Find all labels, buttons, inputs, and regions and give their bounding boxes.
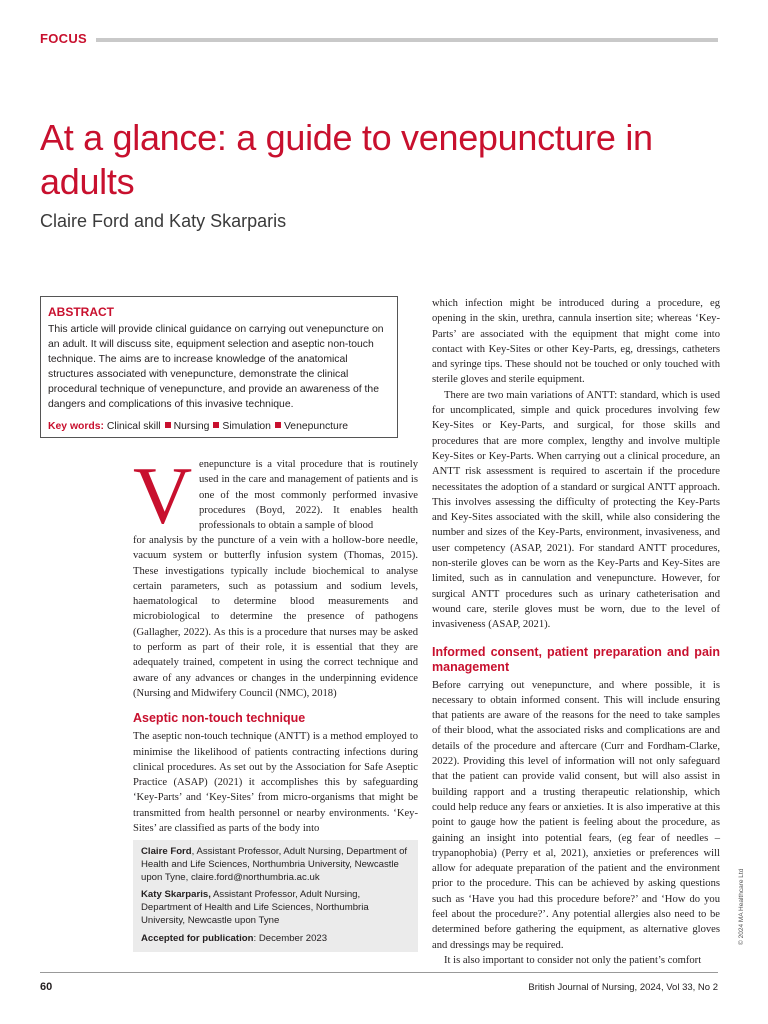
right-paragraph-3: Before carrying out venepuncture, and where possible, it is necessary to obtain informed consent. This will include ensuring that patients are aware of the reasons for the need to take samples of their blood, what the associated risks and complications are and details of the procedure and aftercare (Curr and Fordham-Clarke, 2022). Providing this level of information will not only safeguard that the patient can provide valid consent, but will also assist in building rapport and a trusting therapeutic relationship, which could help reduce any fears or anxieties. It is also imperative at this point to gauge how the patient is feeling about the procedure, as gaining an insight into potential fears, (eg fear of needles – trypanophobia) (Perry et al, 2021), anxieties or preferences will allow for adequate preparation of the patient and the environment prior to the procedure. This can be achieved by asking questions such as ‘Have you had this procedure before?’ and ‘How do you feel about the procedure?’. Any potential allergies also need to be determined before gathering the equipment, as alternative gloves and dressings may be required. [432,679,720,951]
copyright-note: © 2024 MA Healthcare Ltd [738,868,745,945]
bio-author1-text: , Assistant Professor, Adult Nursing, Department of Health and Life Sciences, Northumbria University, Newcastle upon Tyne, claire.ford@northumbria.ac.uk [141,846,408,883]
antt-paragraph: The aseptic non-touch technique (ANTT) is a method employed to minimise the likelihood of patients contracting infections during clinical procedures. As set out by the Association for Safe Aseptic Practice (ASAP) (2021) it accomplishes this by safeguarding ‘Key-Parts’ and ‘Key-Sites’ from micro-organisms that might be transmitted from health personnel or nearby environments. ‘Key-Sites’ are classified as parts of the body into [133,731,418,835]
accepted-line [141,933,410,946]
section-label: FOCUS [40,31,87,46]
bio-author1 [141,846,410,884]
journal-citation: British Journal of Nursing, 2024, Vol 33, No 2 [528,982,718,993]
intro-paragraph-start: enepuncture is a vital procedure that is routinely used in the care and management of patients and is one of the most commonly performed invasive procedures (Boyd, 2022). It enables health professionals to obtain a sample of blood [199,459,418,532]
intro-first-lines [133,457,418,533]
keywords-label: Key words: [48,421,105,432]
left-column [133,533,418,836]
keyword-bullet-icon [165,422,171,428]
bio-author2-text: Assistant Professor, Adult Nursing, Department of Health and Life Sciences, Northumbria University, Newcastle upon Tyne [141,889,369,926]
author-bio-box [133,840,418,952]
keyword-bullet-icon [213,422,219,428]
dropcap: V [133,450,193,541]
abstract-text: This article will provide clinical guidance on carrying out venepuncture on an adult. It will discuss site, equipment selection and aseptic non-touch technique. The aims are to increase knowledge of the anatomical structures associated with venepuncture, demonstrate the clinical procedural technique of venepuncture, and provide an awareness of the dangers and complications of this invasive technique. [48,324,384,410]
article-authors: Claire Ford and Katy Skarparis [40,211,287,231]
bio-author1-name: Claire Ford [141,846,192,857]
footer-rule [40,972,718,973]
bio-author2 [141,889,410,927]
section-heading-antt: Aseptic non-touch technique [133,711,306,726]
keywords-line [48,419,390,434]
abstract-heading: ABSTRACT [48,305,114,319]
keyword: Clinical skill [106,421,161,432]
right-column [432,296,720,968]
keyword-bullet-icon [275,422,281,428]
keyword: Venepuncture [283,421,349,432]
keyword: Nursing [173,421,210,432]
right-paragraph-2: There are two main variations of ANTT: standard, which is used for uncomplicated, simple and quick procedures involving few Key-Sites or Key-Parts, and surgical, for those skills and procedures that are more complex, lengthy and involve multiple Key-Sites or Key-Parts. When carrying out a clinical procedure, an ANTT risk assessment is required to ascertain if the procedure necessitates the adoption of a standard or surgical ANTT approach. This involves assessing the difficulty of protecting the Key-Parts and Key-Sites associated with the skill, while also considering the number and sizes of the Key-Parts, environment, invasiveness, and user competency (ASAP, 2021). For standard ANTT procedures, non-sterile gloves can be worn as the Key-Parts and Key-Sites are limited, such as in cannulation and venepuncture. However, for surgical ANTT procedures such as urinary catheterisation and wound care, sterile gloves must be worn, due to the level of invasiveness (ASAP, 2021). [432,389,720,631]
abstract-box [40,296,398,438]
page-number: 60 [40,981,53,993]
article-title: At a glance: a guide to venepuncture in adults [40,117,653,202]
section-rule [96,38,718,42]
bio-author2-name: Katy Skarparis, [141,889,211,901]
intro-paragraph-rest: for analysis by the puncture of a vein with a hollow-bore needle, vacuum system or butterfly infusion system (Thomas, 2015). These investigations typically include biochemical to analyse certain parameters, such as potassium and sodium levels, haematological to determine blood measurements and microbiological to determine the presence of pathogens (Gallagher, 2022). As this is a procedure that nurses may be asked to perform as part of their role, it is essential that they are adequately trained, competent in using the correct technique and aware of any advances or changes in the underpinning evidence (Nursing and Midwifery Council (NMC), 2018) [133,535,418,699]
right-paragraph-4: It is also important to consider not only the patient’s comfort [444,954,702,966]
right-paragraph-1: which infection might be introduced during a procedure, eg opening in the skin, urethra, cannula insertion site; whereas ‘Key-Parts’ are associated with the equipment that might come into contact with Key-Sites or other Key-Parts, eg, dressings, catheters and syringe tips. These should not be touched or only touched with sterile gloves and sterile equipment. [432,298,720,386]
accepted-date: : December 2023 [253,932,328,944]
section-heading-consent: Informed consent, patient preparation and pain management [432,644,720,674]
accepted-label: Accepted for publication [141,932,254,944]
keyword: Simulation [222,421,271,432]
